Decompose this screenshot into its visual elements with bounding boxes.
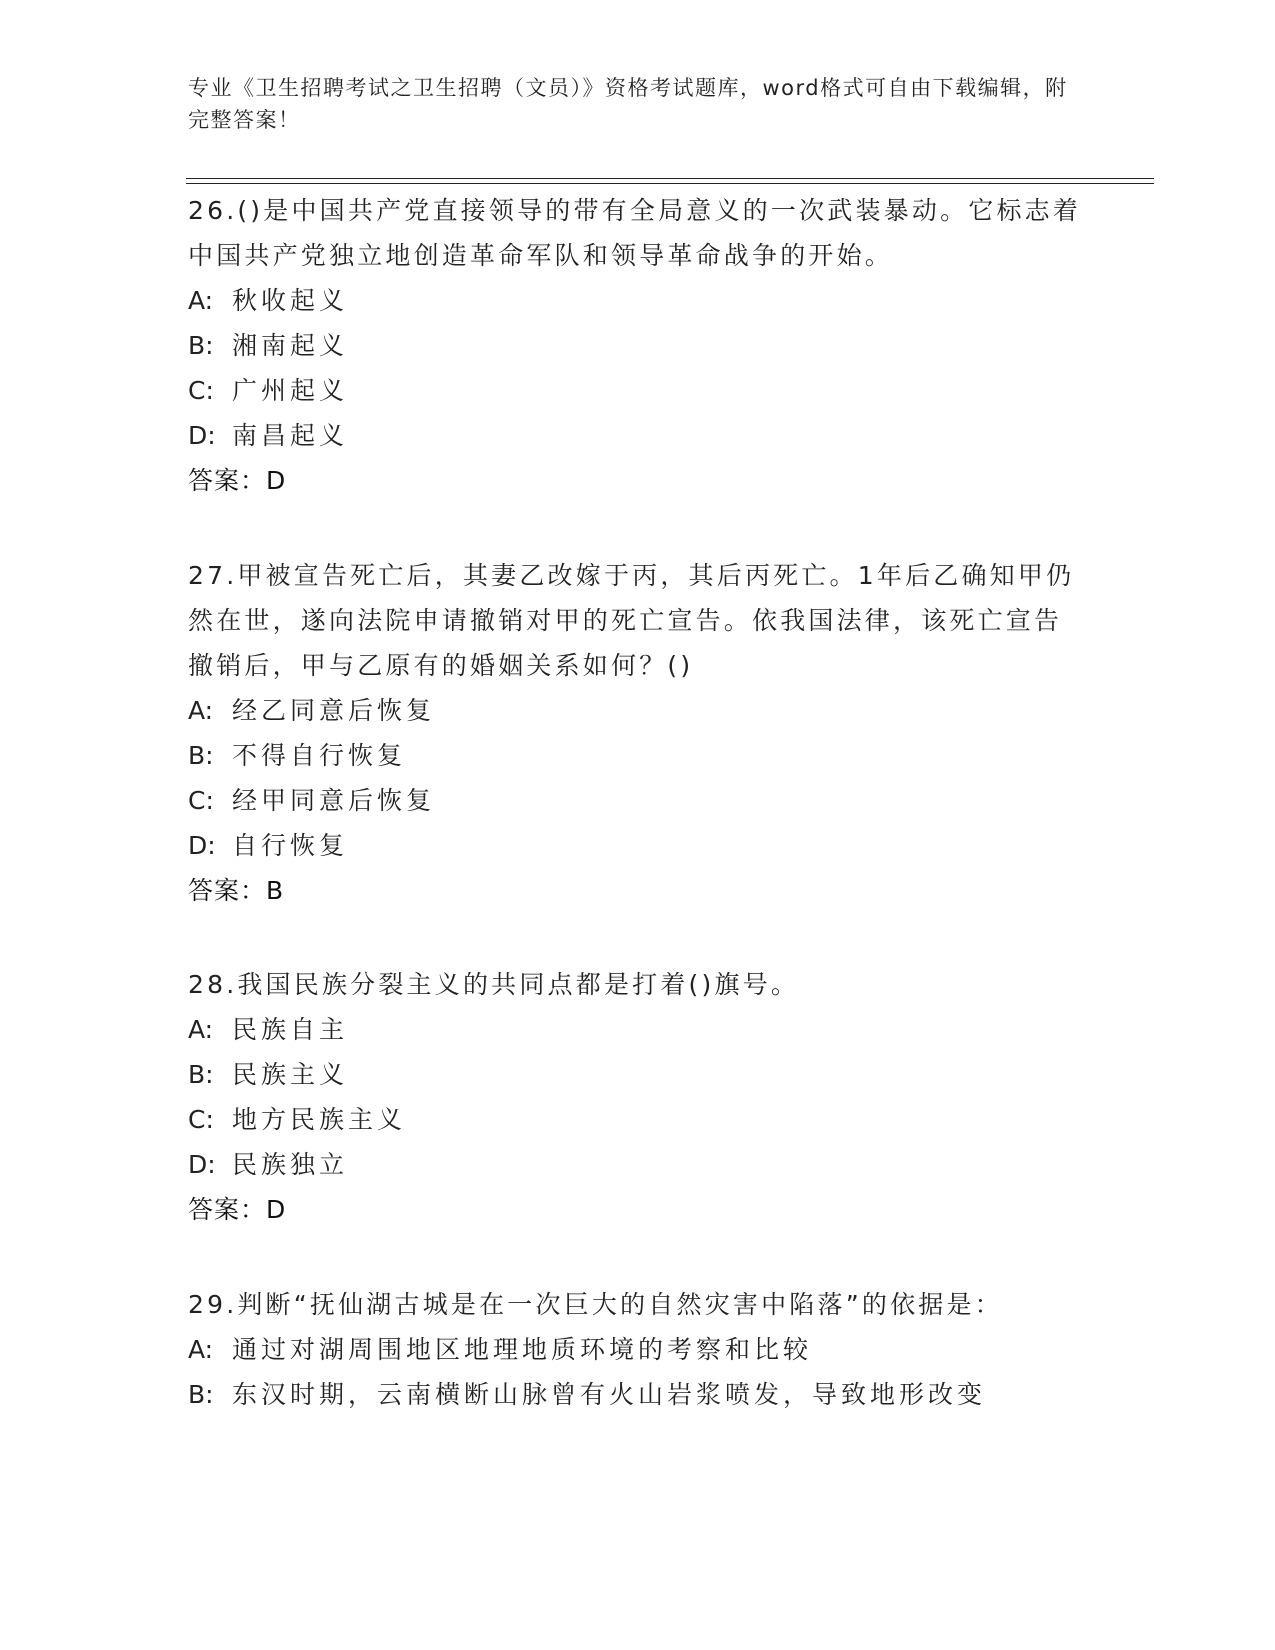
option-a — [188, 1007, 1088, 1052]
option-text: 民族自主 — [232, 1015, 349, 1044]
option-letter: D: — [188, 421, 216, 450]
option-d — [188, 1142, 1088, 1187]
question-26 — [188, 188, 1088, 503]
option-c — [188, 778, 1088, 823]
option-text: 自行恢复 — [232, 831, 349, 860]
option-letter: D: — [188, 1150, 216, 1179]
option-letter: C: — [188, 1105, 214, 1134]
answer-line: 答案：D — [188, 466, 287, 495]
question-stem: 28.我国民族分裂主义的共同点都是打着()旗号。 — [188, 970, 800, 999]
option-letter: A: — [188, 286, 214, 315]
option-letter: B: — [188, 331, 214, 360]
option-d — [188, 413, 1088, 458]
option-letter: A: — [188, 1335, 214, 1364]
option-c — [188, 1097, 1088, 1142]
question-27 — [188, 553, 1088, 913]
option-text: 经甲同意后恢复 — [232, 786, 436, 815]
question-29 — [188, 1282, 1088, 1417]
option-a — [188, 278, 1088, 323]
option-letter: B: — [188, 1060, 214, 1089]
question-stem: 27.甲被宣告死亡后，其妻乙改嫁于丙，其后丙死亡。1年后乙确知甲仍然在世，遂向法院申请撤销对甲的死亡宣告。依我国法律，该死亡宣告撤销后，甲与乙原有的婚姻关系如何？() — [188, 561, 1075, 680]
option-b — [188, 323, 1088, 368]
option-text: 广州起义 — [232, 376, 349, 405]
option-b — [188, 1052, 1088, 1097]
option-letter: C: — [188, 376, 214, 405]
option-text: 南昌起义 — [232, 421, 349, 450]
option-letter: B: — [188, 741, 214, 770]
question-stem: 29.判断“抚仙湖古城是在一次巨大的自然灾害中陷落”的依据是： — [188, 1290, 1003, 1319]
option-d — [188, 823, 1088, 868]
header-divider-top — [186, 178, 1154, 179]
option-letter: A: — [188, 1015, 214, 1044]
option-text: 民族主义 — [232, 1060, 349, 1089]
option-letter: B: — [188, 1380, 214, 1409]
question-stem: 26.()是中国共产党直接领导的带有全局意义的一次武装暴动。它标志着中国共产党独立地创造革命军队和领导革命战争的开始。 — [188, 196, 1082, 270]
option-letter: C: — [188, 786, 214, 815]
answer-line: 答案：D — [188, 1195, 287, 1224]
option-text: 地方民族主义 — [232, 1105, 407, 1134]
option-text: 通过对湖周围地区地理地质环境的考察和比较 — [232, 1335, 813, 1364]
option-b — [188, 1372, 1088, 1417]
option-b — [188, 733, 1088, 778]
option-text: 经乙同意后恢复 — [232, 696, 436, 725]
option-letter: D: — [188, 831, 216, 860]
option-text: 不得自行恢复 — [232, 741, 407, 770]
option-c — [188, 368, 1088, 413]
option-letter: A: — [188, 696, 214, 725]
option-a — [188, 1327, 1088, 1372]
question-28 — [188, 962, 1088, 1232]
option-text: 秋收起义 — [232, 286, 349, 315]
document-header: 专业《卫生招聘考试之卫生招聘（文员）》资格考试题库，word格式可自由下载编辑，附完整答案！ — [188, 76, 1068, 132]
option-a — [188, 688, 1088, 733]
option-text: 东汉时期，云南横断山脉曾有火山岩浆喷发，导致地形改变 — [232, 1380, 987, 1409]
header-divider-bottom — [186, 183, 1154, 184]
answer-line: 答案：B — [188, 876, 285, 905]
option-text: 湘南起义 — [232, 331, 349, 360]
option-text: 民族独立 — [232, 1150, 349, 1179]
